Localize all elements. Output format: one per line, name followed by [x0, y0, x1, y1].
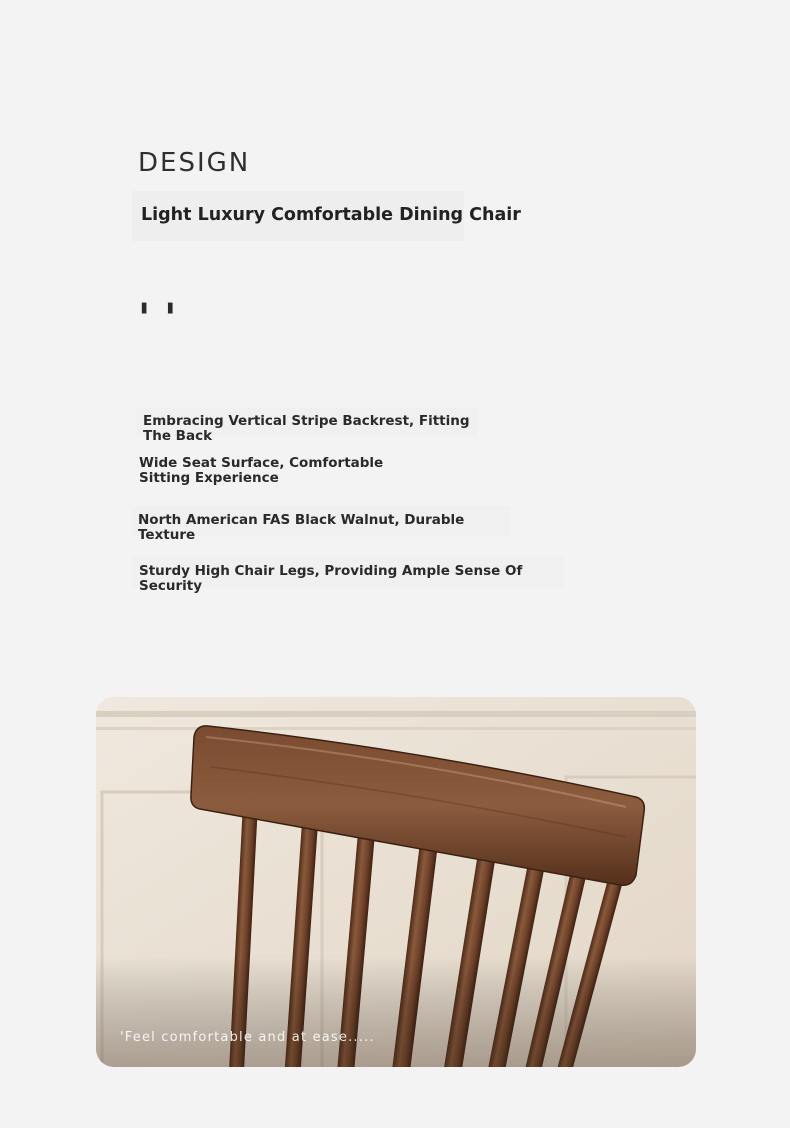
- quote-mark-icon: ' ': [138, 295, 177, 342]
- feature-item-seat: Wide Seat Surface, Comfortable Sitting Experience: [139, 455, 384, 486]
- subtitle-box: [132, 191, 521, 241]
- feature-item-legs: Sturdy High Chair Legs, Providing Ample Sense Of Security: [132, 556, 564, 588]
- feature-item-backrest: Embracing Vertical Stripe Backrest, Fitting The Back: [136, 408, 478, 436]
- section-heading: DESIGN: [138, 148, 251, 178]
- chair-illustration: [96, 697, 696, 1067]
- photo-caption: 'Feel comfortable and at ease.....: [120, 1030, 375, 1045]
- chair-photo: [96, 697, 696, 1067]
- product-subtitle: Light Luxury Comfortable Dining Chair: [141, 205, 521, 225]
- feature-item-walnut: North American FAS Black Walnut, Durable Texture: [132, 506, 510, 536]
